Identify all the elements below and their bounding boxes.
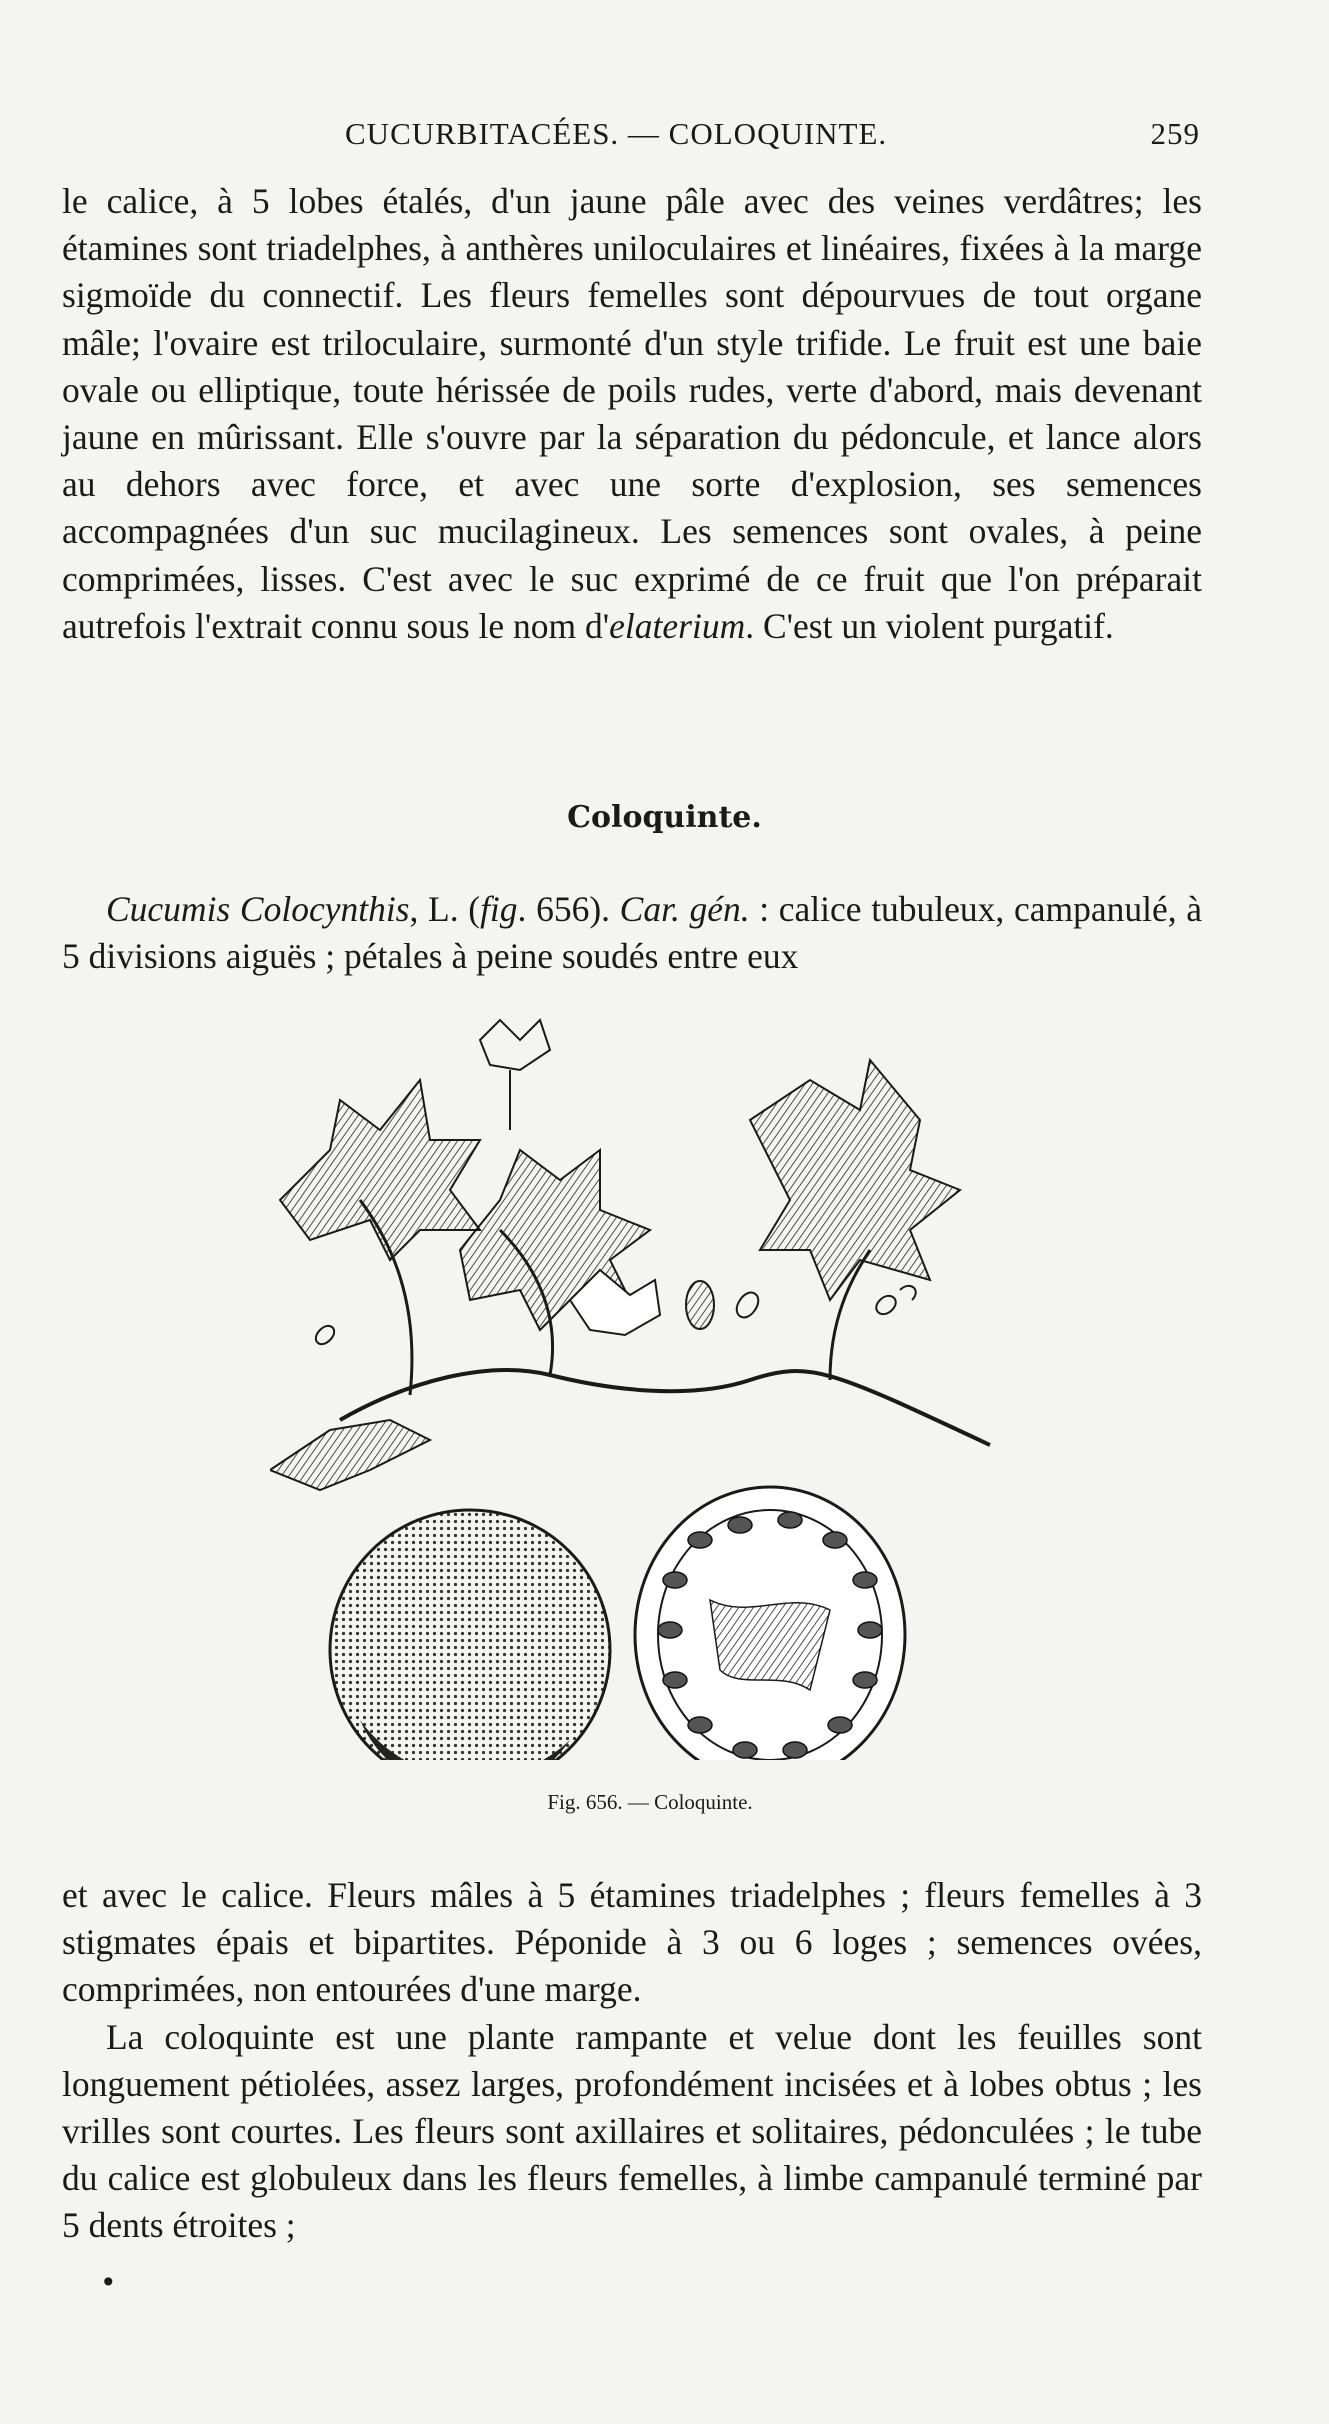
coloquinte-illustration bbox=[270, 1000, 1030, 1760]
whole-fruit bbox=[330, 1510, 610, 1760]
leaf-left bbox=[280, 1080, 480, 1260]
description-text bbox=[62, 1872, 1202, 2250]
elaterium-term: elaterium bbox=[609, 605, 746, 646]
continuation-text bbox=[62, 178, 1202, 650]
continuation-end: . C'est un violent purgatif. bbox=[745, 605, 1114, 646]
species-intro-text: : calice tubuleux, campanulé, à 5 divisions aiguës ; pétales à peine soudés entre eux bbox=[62, 889, 1202, 977]
description-paragraph-1: et avec le calice. Fleurs mâles à 5 étamines triadelphes ; fleurs femelles à 3 stigmates épais et bipartites. Péponide à 3 ou 6 loges ; semences ovées, comprimées, non entourées d'une marge. bbox=[62, 1875, 1202, 2010]
figure-caption: Fig. 656. — Coloquinte. bbox=[547, 1790, 753, 1814]
species-authority: , L. ( bbox=[409, 889, 481, 929]
coloquinte-figure bbox=[270, 1000, 1030, 1814]
page-mark: • bbox=[100, 2266, 117, 2299]
fig-number: . 656). bbox=[517, 889, 620, 929]
fig-abbrev: fig bbox=[480, 889, 518, 929]
flower-top bbox=[480, 1020, 550, 1130]
section-heading: Coloquinte. bbox=[567, 800, 762, 835]
species-paragraph bbox=[62, 886, 1202, 980]
cut-fruit bbox=[635, 1487, 905, 1760]
running-title: CUCURBITACÉES. — COLOQUINTE. bbox=[345, 116, 888, 151]
page-number: 259 bbox=[1150, 116, 1200, 151]
species-intro bbox=[62, 886, 1202, 980]
leaf-lower bbox=[270, 1420, 430, 1490]
leaf-right bbox=[750, 1060, 960, 1300]
flower-bud bbox=[686, 1281, 714, 1329]
description-paragraph-2: La coloquinte est une plante rampante et velue dont les feuilles sont longuement pétiolées, assez larges, profondément incisées et à lobes obtus ; les vrilles sont courtes. Les fleurs sont axillaires et solitaires, pédonculées ; le tube du calice est globuleux dans les fleurs femelles, à limbe campanulé terminé par 5 dents étroites ; bbox=[62, 2016, 1202, 2246]
continuation-body: le calice, à 5 lobes étalés, d'un jaune pâle avec des veines verdâtres; les étamines sont triadelphes, à anthères uniloculaires et linéaires, fixées à la marge sigmoïde du connectif. Les fleurs femelles sont dépourvues de tout organe mâle; l'ovaire est triloculaire, surmonté d'un style trifide. Le fruit est une baie ovale ou elliptique, toute hérissée de poils rudes, verte d'abord, mais devenant jaune en mûrissant. Elle s'ouvre par la séparation du pédoncule, et lance alors au dehors avec force, et avec une sorte d'explosion, ses semences accompagnées d'un suc mucilagineux. Les semences sont ovales, à peine comprimées, lisses. C'est avec le suc exprimé de ce fruit que l'on préparait autrefois l'extrait connu sous le nom d' bbox=[62, 181, 1202, 646]
continuation-paragraph bbox=[62, 178, 1202, 650]
car-gen: Car. gén. bbox=[619, 889, 750, 929]
species-name: Cucumis Colocynthis bbox=[106, 889, 410, 929]
page-header bbox=[60, 112, 1200, 162]
